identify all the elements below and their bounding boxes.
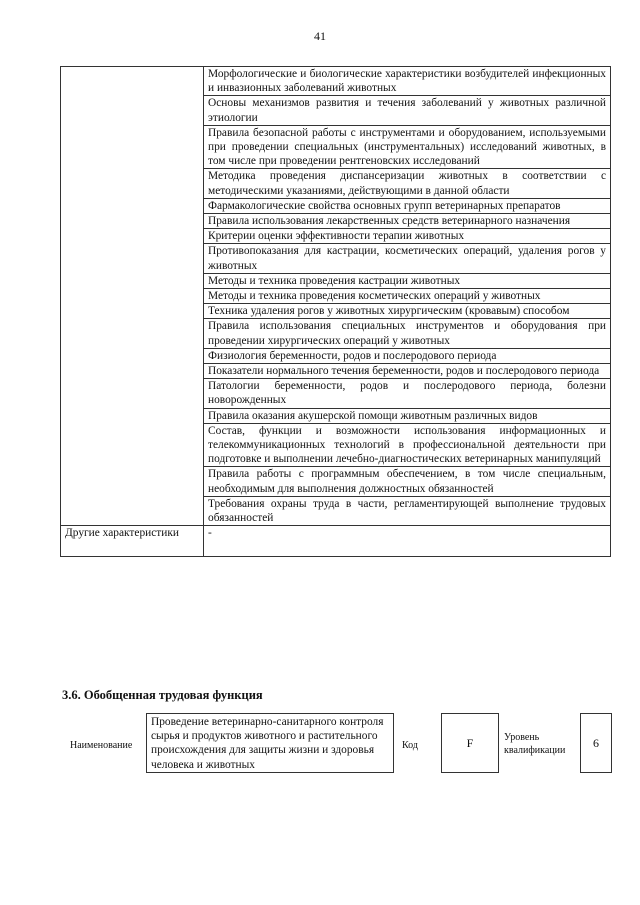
table-row — [61, 67, 611, 96]
knowledge-item: Техника удаления рогов у животных хирургическим (кровавым) способом — [204, 304, 611, 319]
knowledge-item: Морфологические и биологические характеристики возбудителей инфекционных и инвазионных заболеваний животных — [204, 67, 611, 96]
row-label-cell — [61, 198, 204, 213]
function-name-box: Проведение ветеринарно-санитарного контроля сырья и продуктов животного и растительного происхождения для защиты жизни и здоровья человека и животных — [146, 713, 394, 773]
table-row — [61, 169, 611, 198]
row-label-cell — [61, 319, 204, 348]
table-row — [61, 125, 611, 169]
table-row — [61, 467, 611, 496]
knowledge-item: Правила оказания акушерской помощи животным различных видов — [204, 408, 611, 423]
table-row — [61, 304, 611, 319]
row-label-cell — [61, 169, 204, 198]
knowledge-item: Состав, функции и возможности использования информационных и телекоммуникационных технологий в профессиональной деятельности при подготовке и выполнении лечебно-диагностических ветеринарных манипуляций — [204, 423, 611, 467]
row-label-cell — [61, 467, 204, 496]
row-label-cell — [61, 67, 204, 96]
row-label-cell — [61, 244, 204, 273]
row-label-cell — [61, 423, 204, 467]
table-row — [61, 408, 611, 423]
page-number: 41 — [314, 29, 326, 43]
row-label-cell — [61, 214, 204, 229]
knowledge-item: Правила работы с программным обеспечением, в том числе специальным, необходимым для выполнения должностных обязанностей — [204, 467, 611, 496]
level-label: Уровень квалификации — [504, 732, 566, 756]
table-row — [61, 96, 611, 125]
knowledge-item: Показатели нормального течения беременности, родов и послеродового периода — [204, 364, 611, 379]
knowledge-item: Физиология беременности, родов и послеродового периода — [204, 348, 611, 363]
knowledge-item: Патологии беременности, родов и послеродового периода, болезни новорожденных — [204, 379, 611, 408]
row-label-cell — [61, 304, 204, 319]
table-row — [61, 379, 611, 408]
table-row — [61, 496, 611, 525]
row-label-cell — [61, 125, 204, 169]
knowledge-item: Фармакологические свойства основных групп ветеринарных препаратов — [204, 198, 611, 213]
knowledge-item: Правила использования лекарственных средств ветеринарного назначения — [204, 214, 611, 229]
row-label-cell — [61, 289, 204, 304]
row-label-cell — [61, 408, 204, 423]
row-label-cell — [61, 229, 204, 244]
knowledge-table-body — [61, 67, 611, 526]
knowledge-item: Правила безопасной работы с инструментами и оборудованием, используемыми при проведении специальных (инструментальных) исследований животных, в том числе при проведении рентгеновских исследований — [204, 125, 611, 169]
knowledge-item: Требования охраны труда в части, регламентирующей выполнение трудовых обязанностей — [204, 496, 611, 525]
table-row — [61, 348, 611, 363]
level-value-box: 6 — [580, 713, 612, 773]
table-row — [61, 198, 611, 213]
other-characteristics-label: Другие характеристики — [61, 526, 204, 557]
knowledge-item: Правила использования специальных инструментов и оборудования при проведении хирургических операций у животных — [204, 319, 611, 348]
code-value-box: F — [441, 713, 499, 773]
section-title: 3.6. Обобщенная трудовая функция — [62, 688, 263, 702]
other-characteristics-value: - — [204, 526, 611, 557]
code-label: Код — [402, 740, 418, 751]
row-label-cell — [61, 96, 204, 125]
knowledge-item: Методы и техника проведения косметических операций у животных — [204, 289, 611, 304]
table-row-other — [61, 526, 611, 557]
table-row — [61, 364, 611, 379]
row-label-cell — [61, 348, 204, 363]
row-label-cell — [61, 379, 204, 408]
table-row — [61, 214, 611, 229]
knowledge-item: Противопоказания для кастрации, косметических операций, удаления рогов у животных — [204, 244, 611, 273]
table-row — [61, 423, 611, 467]
name-label: Наименование — [70, 740, 133, 751]
knowledge-item: Критерии оценки эффективности терапии животных — [204, 229, 611, 244]
row-label-cell — [61, 496, 204, 525]
table-row — [61, 319, 611, 348]
row-label-cell — [61, 364, 204, 379]
table-row — [61, 289, 611, 304]
table-row — [61, 229, 611, 244]
table-row — [61, 244, 611, 273]
row-label-cell — [61, 273, 204, 288]
knowledge-table — [60, 66, 611, 557]
knowledge-item: Методика проведения диспансеризации животных в соответствии с методическими указаниями, действующими в данной области — [204, 169, 611, 198]
knowledge-item: Методы и техника проведения кастрации животных — [204, 273, 611, 288]
knowledge-item: Основы механизмов развития и течения заболеваний у животных различной этиологии — [204, 96, 611, 125]
table-row — [61, 273, 611, 288]
